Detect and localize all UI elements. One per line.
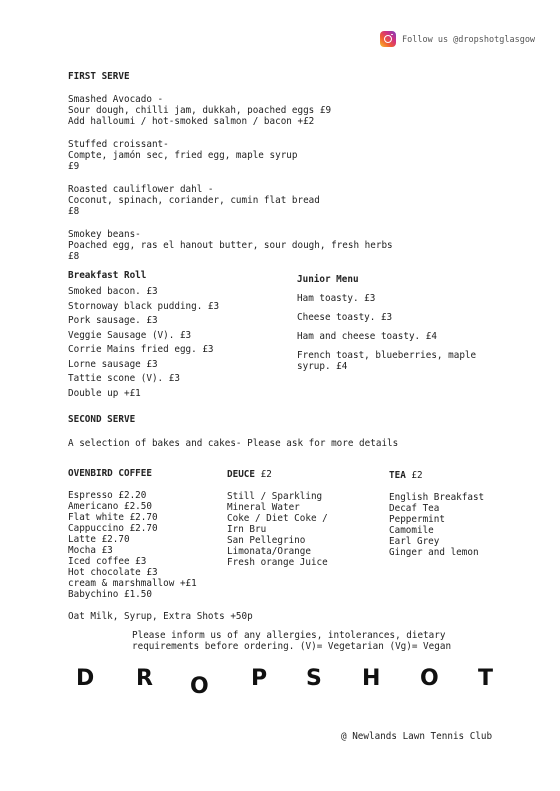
list-item: Iced coffee £3 <box>68 556 147 567</box>
list-item: Peppermint <box>389 514 445 525</box>
deuce-section <box>227 469 328 568</box>
follow-us-text[interactable]: Follow us @dropshotglasgow <box>402 35 536 45</box>
list-item: Double up +£1 <box>68 387 141 399</box>
menu-item-name: Smokey beans- <box>68 229 141 240</box>
menu-item-desc: Coconut, spinach, coriander, cumin flat bread <box>68 195 320 206</box>
list-item: Tattie scone (V). £3 <box>68 373 180 384</box>
second-serve-text: A selection of bakes and cakes- Please ask for more details <box>68 438 399 449</box>
second-serve-title: SECOND SERVE <box>68 414 136 425</box>
list-item: English Breakfast <box>389 492 485 503</box>
list-item: Camomile <box>389 525 434 536</box>
menu-item-name: Roasted cauliflower dahl - <box>68 184 214 195</box>
list-item: Hot chocolate £3 <box>68 567 158 578</box>
list-item: Espresso £2.20 <box>68 490 147 501</box>
list-item: San Pellegrino <box>227 535 306 546</box>
list-item: Pork sausage. £3 <box>68 315 158 326</box>
list-item: Limonata/Orange <box>227 546 311 557</box>
list-item: Coke / Diet Coke / <box>227 513 328 524</box>
list-item: Veggie Sausage (V). £3 <box>68 329 192 341</box>
tea-section <box>389 470 484 558</box>
menu-item-price: £8 <box>68 251 80 262</box>
logo-letter: O <box>190 674 209 699</box>
list-item: Ham and cheese toasty. £4 <box>297 331 437 342</box>
list-item: Fresh orange Juice <box>227 557 328 568</box>
logo-letter: P <box>251 666 268 691</box>
menu-item-price: £9 <box>68 161 80 172</box>
logo-letter: T <box>478 666 494 691</box>
list-item: Mocha £3 <box>68 545 113 556</box>
allergy-line-2: requirements before ordering. (V)= Vegetarian (Vg)= Vegan <box>132 641 452 652</box>
first-serve-section <box>68 71 393 262</box>
coffee-extras: Oat Milk, Syrup, Extra Shots +50p <box>68 611 253 622</box>
menu-item-extra: Add halloumi / hot-smoked salmon / bacon +£2 <box>68 116 315 127</box>
junior-menu-title: Junior Menu <box>297 274 359 285</box>
list-item: Corrie Mains fried egg. £3 <box>68 344 214 355</box>
instagram-icon[interactable] <box>380 31 396 47</box>
list-item: cream & marshmallow +£1 <box>68 578 197 589</box>
footer-text: @ Newlands Lawn Tennis Club <box>341 731 493 742</box>
menu-item-name: Smashed Avocado - <box>68 94 164 105</box>
list-item-cont: syrup. £4 <box>297 361 348 372</box>
logo-letter: R <box>136 666 153 691</box>
list-item: Mineral Water <box>227 502 300 513</box>
list-item: Stornoway black pudding. £3 <box>68 300 220 312</box>
menu-item-desc: Sour dough, chilli jam, dukkah, poached eggs £9 <box>68 105 332 116</box>
list-item: Ginger and lemon <box>389 547 479 558</box>
breakfast-roll-section <box>68 270 219 401</box>
menu-item-price: £8 <box>68 206 80 217</box>
list-item: Still / Sparkling <box>227 491 323 502</box>
logo-letter: D <box>76 666 95 691</box>
deuce-title: DEUCE <box>227 469 255 480</box>
list-item: Flat white £2.70 <box>68 512 158 523</box>
list-item: Babychino £1.50 <box>68 589 152 600</box>
list-item: Cheese toasty. £3 <box>297 312 393 323</box>
list-item: Latte £2.70 <box>68 534 130 545</box>
logo-letter: O <box>420 666 439 691</box>
logo-letter: S <box>306 666 322 691</box>
list-item: French toast, blueberries, maple <box>297 350 477 361</box>
list-item: Smoked bacon. £3 <box>68 286 158 297</box>
list-item: Earl Grey <box>389 536 440 547</box>
ovenbird-coffee-section <box>68 468 253 622</box>
list-item: Irn Bru <box>227 524 267 535</box>
deuce-price: £2 <box>260 469 272 480</box>
menu-item-name: Stuffed croissant- <box>68 139 169 150</box>
ovenbird-title: OVENBIRD COFFEE <box>68 468 152 479</box>
footer-venue <box>341 731 492 742</box>
list-item: Americano £2.50 <box>68 501 152 512</box>
list-item: Lorne sausage £3 <box>68 358 158 370</box>
breakfast-roll-title: Breakfast Roll <box>68 270 147 281</box>
second-serve-section <box>68 414 398 449</box>
list-item: Cappuccino £2.70 <box>68 523 158 534</box>
list-item: Ham toasty. £3 <box>297 293 376 304</box>
allergy-line-1: Please inform us of any allergies, intolerances, dietary <box>132 630 446 641</box>
list-item: Decaf Tea <box>389 503 440 514</box>
logo-letter: H <box>362 666 381 691</box>
allergy-note <box>132 630 451 652</box>
tea-title: TEA <box>389 470 406 481</box>
tea-price: £2 <box>411 470 423 481</box>
first-serve-title: FIRST SERVE <box>68 71 130 82</box>
menu-item-desc: Compte, jamón sec, fried egg, maple syrup <box>68 150 298 161</box>
junior-menu-section <box>297 274 476 372</box>
menu-item-desc: Poached egg, ras el hanout butter, sour dough, fresh herbs <box>68 240 393 251</box>
